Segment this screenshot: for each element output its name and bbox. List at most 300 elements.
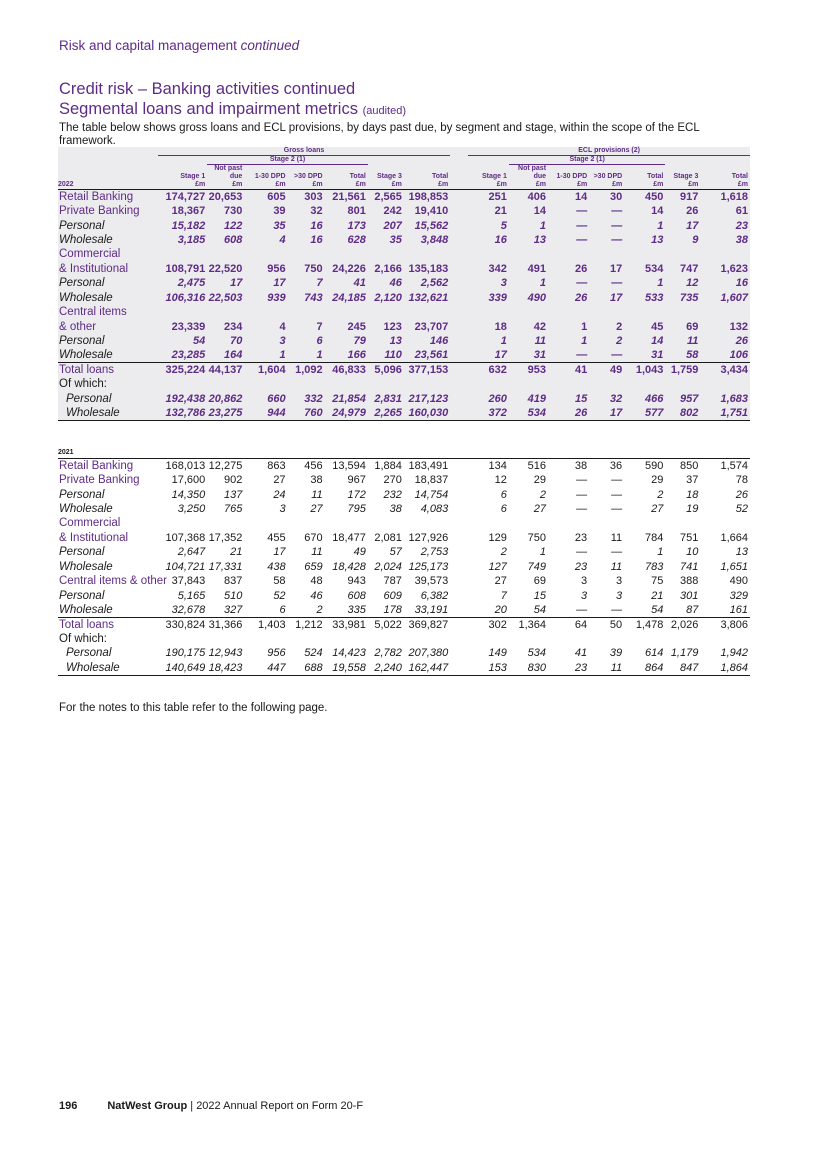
cell-value: 1 <box>657 546 664 559</box>
cell-value: — <box>576 219 588 232</box>
cell-value: 38 <box>735 234 748 247</box>
row-label: Wholesale <box>59 560 113 573</box>
cell-value: 749 <box>527 560 546 573</box>
cell-value: 1,864 <box>700 661 750 675</box>
cell-value: 24 <box>273 488 286 501</box>
unit-label: £m <box>158 181 207 190</box>
cell-value: 632 <box>450 363 509 377</box>
cell-value: 125,173 <box>408 560 449 573</box>
cell-value: 2,081 <box>374 531 402 544</box>
table-2021 <box>58 449 750 676</box>
cell-value: — <box>576 474 588 487</box>
row-label: & Institutional <box>59 531 129 544</box>
col-total-s2: Total <box>349 173 366 180</box>
cell-value: 17 <box>273 546 286 559</box>
cell-value: 1,607 <box>720 291 748 304</box>
cell-value: 3 <box>500 277 507 290</box>
cell-value: 1,623 <box>720 262 748 275</box>
cell-value: 3 <box>581 589 588 602</box>
cell-value: 122 <box>223 219 243 232</box>
cell-value <box>548 516 589 530</box>
cell-value: 330,824 <box>158 617 207 631</box>
cell-value: 534 <box>645 262 664 275</box>
cell-value: 37 <box>686 474 699 487</box>
cell-value: 1 <box>581 320 588 333</box>
cell-value: 2 <box>616 320 623 333</box>
cell-value <box>244 305 287 319</box>
cell-value: 137 <box>223 488 243 501</box>
row-label: Personal <box>59 589 105 602</box>
cell-value <box>700 305 750 319</box>
cell-value: 688 <box>288 661 325 675</box>
cell-value: — <box>576 503 588 516</box>
cell-value: 388 <box>679 575 699 588</box>
cell-value: 12 <box>494 474 507 487</box>
cell-value: 1,574 <box>720 459 748 472</box>
row-label: Personal <box>66 647 112 660</box>
cell-value: 173 <box>347 219 366 232</box>
cell-value: 79 <box>353 335 366 348</box>
cell-value <box>624 305 665 319</box>
row-label: Total loans <box>58 363 158 377</box>
cell-value: 917 <box>680 190 699 203</box>
cell-value: 17,600 <box>171 474 206 487</box>
cell-value <box>665 305 700 319</box>
cell-value <box>509 632 548 646</box>
cell-value <box>325 377 368 391</box>
cell-value: 27 <box>494 575 507 588</box>
cell-value: 35 <box>389 234 402 247</box>
cell-value: — <box>611 488 623 501</box>
table-row <box>58 574 750 588</box>
cell-value: 303 <box>304 190 323 203</box>
cell-value <box>450 632 509 646</box>
cell-value: 1,942 <box>720 647 748 660</box>
cell-value <box>589 247 624 261</box>
row-label: Wholesale <box>59 291 113 304</box>
table-row <box>58 334 750 348</box>
cell-value <box>509 247 548 261</box>
cell-value: 23 <box>735 219 748 232</box>
cell-value <box>244 632 287 646</box>
cell-value: 33,191 <box>414 603 449 616</box>
cell-value: 38 <box>574 459 588 472</box>
cell-value: 609 <box>383 589 402 602</box>
cell-value <box>325 305 368 319</box>
cell-value: 3,806 <box>700 617 750 631</box>
cell-value: 26 <box>574 291 588 304</box>
cell-value: 14,754 <box>414 488 449 501</box>
cell-value: 46,833 <box>325 363 368 377</box>
cell-value: 18 <box>686 488 699 501</box>
table-title: Segmental loans and impairment metrics (audited) <box>59 100 406 118</box>
cell-value: 29 <box>651 474 664 487</box>
cell-value: 41 <box>548 363 589 377</box>
col-ecl-due: due <box>533 173 547 180</box>
cell-value: 2,120 <box>374 291 402 304</box>
cell-value: 450 <box>645 190 664 203</box>
cell-value: 24,185 <box>332 291 366 304</box>
cell-value: 1 <box>539 546 546 559</box>
cell-value: 1,884 <box>374 459 402 472</box>
cell-value: 18 <box>494 320 507 333</box>
cell-value: — <box>611 503 623 516</box>
cell-value: 19,410 <box>414 205 449 218</box>
cell-value: 123 <box>383 320 402 333</box>
cell-value: 750 <box>527 531 546 544</box>
cell-value: 2 <box>316 603 323 616</box>
cell-value: 192,438 <box>165 392 206 405</box>
cell-value: 5 <box>500 219 507 232</box>
cell-value <box>509 377 548 391</box>
cell-value: 3 <box>581 575 588 588</box>
cell-value: 456 <box>304 459 323 472</box>
cell-value: 670 <box>304 531 323 544</box>
cell-value: 830 <box>509 661 548 675</box>
cell-value: 5,096 <box>368 363 404 377</box>
cell-value: 1 <box>539 219 547 232</box>
cell-value: 270 <box>383 474 402 487</box>
cell-value: 18,837 <box>414 474 449 487</box>
cell-value: 339 <box>488 291 507 304</box>
cell-value: 795 <box>347 503 366 516</box>
row-label: Personal <box>66 392 112 405</box>
cell-value <box>158 516 207 530</box>
cell-value: 10 <box>686 546 699 559</box>
cell-value: 850 <box>679 459 699 472</box>
cell-value: 46 <box>310 589 323 602</box>
cell-value: 27 <box>651 503 664 516</box>
cell-value: 127 <box>488 560 507 573</box>
cell-value: 15 <box>574 392 588 405</box>
cell-value: 1,043 <box>624 363 665 377</box>
row-label: Wholesale <box>59 603 113 616</box>
cell-value: 75 <box>651 575 664 588</box>
cell-value: 837 <box>223 575 243 588</box>
row-label: Of which: <box>59 378 107 391</box>
table-row <box>58 487 750 501</box>
gross-loans-header: Gross loans <box>158 147 450 156</box>
cell-value: 37,843 <box>171 575 206 588</box>
cell-value: 23,707 <box>414 320 449 333</box>
cell-value: 78 <box>735 474 748 487</box>
cell-value: 52 <box>273 589 286 602</box>
table-row <box>58 516 750 530</box>
cell-value: 11 <box>534 335 547 348</box>
row-label: Private Banking <box>59 474 140 487</box>
cell-value: 172 <box>347 488 366 501</box>
cell-value <box>624 632 665 646</box>
stage2-header: Stage 2 (1) <box>207 156 368 165</box>
table-row <box>58 291 750 305</box>
cell-value: 14 <box>651 335 664 348</box>
cell-value: 134 <box>488 459 507 472</box>
row-label: Personal <box>59 219 105 232</box>
cell-value: 207,380 <box>408 647 449 660</box>
cell-value: 4 <box>279 320 286 333</box>
cell-value: 3,848 <box>420 234 449 247</box>
table-row <box>58 204 750 218</box>
cell-value: 11 <box>311 546 323 559</box>
cell-value: 54 <box>651 603 664 616</box>
cell-value <box>548 305 589 319</box>
report-name: | 2022 Annual Report on Form 20-F <box>187 1100 364 1112</box>
cell-value: 140,649 <box>158 661 207 675</box>
cell-value: 6 <box>500 488 507 501</box>
cell-value <box>368 516 404 530</box>
cell-value: 107,368 <box>165 531 206 544</box>
cell-value: 12 <box>686 277 699 290</box>
cell-value: 27 <box>533 503 546 516</box>
cell-value: 329 <box>729 589 748 602</box>
table-row <box>58 531 750 545</box>
cell-value: 58 <box>273 575 286 588</box>
col-ecl-stage1: Stage 1 <box>482 173 507 180</box>
cell-value: 332 <box>304 392 323 405</box>
row-label: Personal <box>59 546 105 559</box>
cell-value: 14 <box>574 190 588 203</box>
cell-value: 1 <box>657 219 664 232</box>
not-past-label: Not past <box>214 165 243 172</box>
cell-value: 2,166 <box>374 262 402 275</box>
cell-value: 14 <box>651 205 664 218</box>
row-label: Private Banking <box>59 205 140 218</box>
cell-value: 31 <box>651 349 664 362</box>
cell-value: 2,240 <box>368 661 404 675</box>
cell-value: 161 <box>729 603 748 616</box>
cell-value: 1 <box>316 349 323 362</box>
cell-value: 36 <box>609 459 623 472</box>
cell-value: 26 <box>548 406 589 420</box>
table-row <box>58 233 750 247</box>
cell-value <box>158 247 207 261</box>
cell-value: 14 <box>533 205 547 218</box>
cell-value: 6,382 <box>420 589 449 602</box>
unit-label: £m <box>244 181 287 190</box>
cell-value <box>450 377 509 391</box>
cell-value: 455 <box>267 531 286 544</box>
cell-value: 108,791 <box>165 262 206 275</box>
cell-value: 847 <box>665 661 700 675</box>
table-row <box>58 406 750 420</box>
cell-value: 9 <box>692 234 699 247</box>
unit-label: £m <box>368 181 404 190</box>
cell-value: 1 <box>500 335 507 348</box>
cell-value: 12,943 <box>208 647 243 660</box>
cell-value: 2,024 <box>374 560 402 573</box>
year-2021: 2021 <box>58 449 750 459</box>
cell-value: 168,013 <box>165 459 206 472</box>
cell-value: 24,979 <box>325 406 368 420</box>
cell-value <box>368 377 404 391</box>
cell-value: 16 <box>735 277 748 290</box>
cell-value: 132,621 <box>408 291 449 304</box>
cell-value <box>700 516 750 530</box>
cell-value: 232 <box>383 488 402 501</box>
cell-value: 956 <box>267 262 286 275</box>
cell-value: 49 <box>589 363 624 377</box>
cell-value: 1,651 <box>720 560 748 573</box>
cell-value <box>589 305 624 319</box>
cell-value: 132,786 <box>158 406 207 420</box>
cell-value: 18,367 <box>171 205 206 218</box>
cell-value: 14,423 <box>332 647 366 660</box>
cell-value: 1,092 <box>288 363 325 377</box>
cell-value: 1 <box>539 277 547 290</box>
cell-value: 31 <box>533 349 547 362</box>
cell-value: 765 <box>223 503 243 516</box>
cell-value <box>509 516 548 530</box>
cell-value: 783 <box>644 560 664 573</box>
cell-value <box>325 247 368 261</box>
cell-value: 7 <box>500 589 507 602</box>
cell-value: 23 <box>574 531 588 544</box>
page-footer <box>59 1100 363 1112</box>
cell-value: 743 <box>304 291 323 304</box>
cell-value: 750 <box>304 262 323 275</box>
cell-value <box>548 377 589 391</box>
col-ecl-30dpd: >30 DPD <box>593 173 623 180</box>
cell-value: 2,562 <box>420 277 449 290</box>
cell-value: 953 <box>509 363 548 377</box>
cell-value: 17,331 <box>208 560 243 573</box>
cell-value: 7 <box>316 277 323 290</box>
cell-value: 3 <box>279 503 286 516</box>
row-label: Central items & other <box>59 575 168 588</box>
cell-value: 524 <box>304 647 323 660</box>
table-row <box>58 190 750 204</box>
unit-label: £m <box>404 181 450 190</box>
cell-value <box>589 377 624 391</box>
intro-paragraph: The table below shows gross loans and ECL provisions, by days past due, by segment and stage, within the scope of the ECL framework. <box>59 122 700 147</box>
cell-value: 13 <box>389 335 402 348</box>
cell-value: 660 <box>267 392 286 405</box>
cell-value: 245 <box>347 320 366 333</box>
cell-value: 939 <box>267 291 286 304</box>
cell-value: 301 <box>679 589 699 602</box>
cell-value: — <box>576 488 588 501</box>
cell-value: 23 <box>548 661 589 675</box>
cell-value: 41 <box>574 647 588 660</box>
cell-value: 23,285 <box>171 349 206 362</box>
cell-value: 110 <box>384 349 402 362</box>
table-row <box>58 588 750 602</box>
unit-label: £m <box>700 181 750 190</box>
cell-value <box>548 632 589 646</box>
cell-value: 149 <box>488 647 507 660</box>
table-row <box>58 392 750 406</box>
cell-value: 1,751 <box>700 406 750 420</box>
cell-value <box>404 305 450 319</box>
cell-value: 2 <box>500 546 507 559</box>
table-row <box>58 603 750 617</box>
cell-value: 24,226 <box>332 262 366 275</box>
cell-value: 760 <box>288 406 325 420</box>
cell-value <box>450 247 509 261</box>
cell-value: 50 <box>589 617 624 631</box>
table-row <box>58 276 750 290</box>
cell-value: 11 <box>311 488 323 501</box>
table-row <box>58 632 750 646</box>
cell-value <box>288 247 325 261</box>
cell-value <box>158 305 207 319</box>
cell-value: 14,350 <box>171 488 206 501</box>
cell-value: 2,265 <box>368 406 404 420</box>
cell-value <box>244 247 287 261</box>
cell-value: 42 <box>533 320 547 333</box>
table-row <box>58 348 750 362</box>
cell-value: 447 <box>244 661 287 675</box>
cell-value: 605 <box>267 190 286 203</box>
cell-value: 1,179 <box>670 647 699 660</box>
cell-value: 2,565 <box>374 190 402 203</box>
cell-value: 39,573 <box>414 575 449 588</box>
cell-value: 2 <box>539 488 546 501</box>
cell-value: 2,475 <box>177 277 206 290</box>
cell-value <box>207 305 244 319</box>
cell-value: 54 <box>533 603 546 616</box>
cell-value <box>624 247 665 261</box>
cell-value <box>665 516 700 530</box>
cell-value: 13 <box>735 546 748 559</box>
cell-value: 342 <box>488 262 507 275</box>
cell-value: 20,862 <box>208 392 243 405</box>
cell-value: 18,423 <box>208 661 243 674</box>
cell-value: — <box>611 349 623 362</box>
cell-value: 1 <box>279 349 286 362</box>
cell-value <box>624 516 665 530</box>
cell-value: 32,678 <box>171 603 206 616</box>
table-row <box>58 363 750 377</box>
row-label: Total loans <box>58 617 158 631</box>
table-row <box>58 545 750 559</box>
cell-value: 6 <box>500 503 507 516</box>
cell-value: 17 <box>609 291 623 304</box>
cell-value: 23,339 <box>171 320 206 333</box>
cell-value: 16 <box>310 234 323 247</box>
cell-value: 21,854 <box>332 392 366 405</box>
cell-value <box>700 247 750 261</box>
cell-value: 17 <box>230 277 243 290</box>
cell-value: 242 <box>383 205 402 218</box>
cell-value <box>700 632 750 646</box>
cell-value: 16 <box>310 219 323 232</box>
cell-value: 2,647 <box>177 546 206 559</box>
cell-value: 19 <box>686 503 699 516</box>
cell-value: 58 <box>686 349 699 362</box>
cell-value <box>288 632 325 646</box>
row-label: Personal <box>59 277 105 290</box>
cell-value: 153 <box>450 661 509 675</box>
cell-value: 54 <box>193 335 206 348</box>
col-stage1: Stage 1 <box>180 173 206 180</box>
cell-value: 41 <box>353 277 366 290</box>
col-stage3: Stage 3 <box>376 173 402 180</box>
cell-value: 17,352 <box>208 531 243 544</box>
cell-value: — <box>611 277 623 290</box>
row-label: Retail Banking <box>59 190 134 203</box>
cell-value: 178 <box>383 603 402 616</box>
cell-value: 2 <box>657 488 664 501</box>
cell-value: 534 <box>527 647 546 660</box>
cell-value: 614 <box>644 647 664 660</box>
cell-value: 17 <box>273 277 286 290</box>
table-row <box>58 377 750 391</box>
cell-value: 69 <box>533 575 546 588</box>
cell-value: 135,183 <box>408 262 449 275</box>
unit-label: £m <box>509 181 548 190</box>
row-label: Central items <box>59 306 127 319</box>
